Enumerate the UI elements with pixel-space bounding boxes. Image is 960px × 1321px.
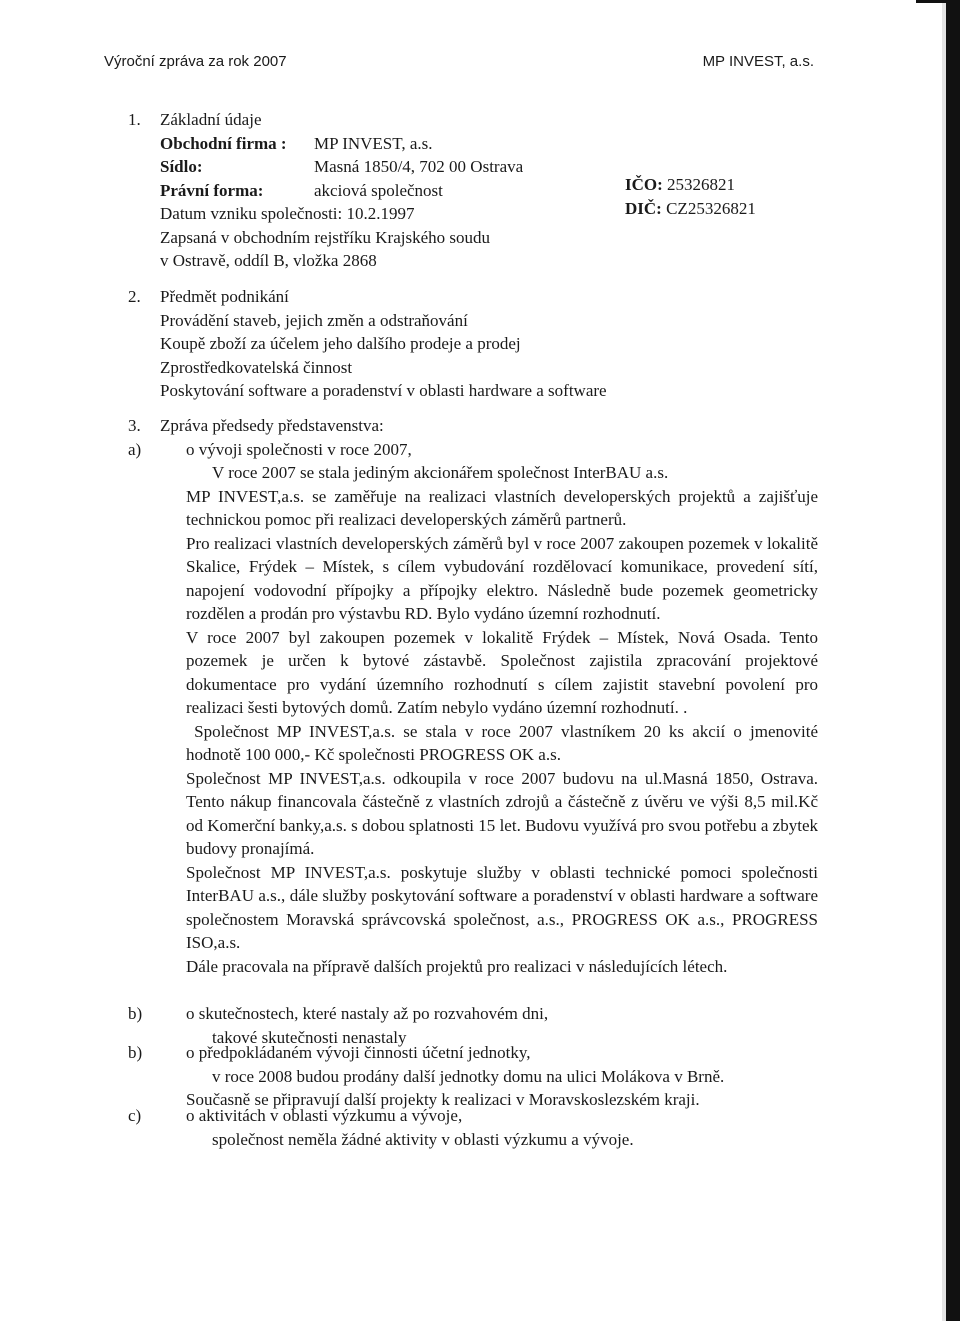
report-paragraph: Pro realizaci vlastních developerských záměrů byl v roce 2007 zakoupen pozemek v lokalitě Skalice, Frýdek – Místek, s cílem vybudování rozdělovací komunikace, provedení sítí, napojení vodovodní přípojky a přípojky elektro. Následně bude pozemek geometricky rozdělen a prodán pro výstavbu RD. Bylo vydáno územní rozhodnutí. bbox=[186, 533, 818, 623]
ico-label: IČO: bbox=[625, 175, 663, 194]
subsection-a-letter: a) bbox=[128, 439, 142, 459]
scan-edge bbox=[946, 0, 960, 1321]
section-business-scope bbox=[128, 285, 818, 403]
zapsana-line-2: v Ostravě, oddíl B, vložka 2868 bbox=[160, 251, 377, 270]
subsection-a bbox=[128, 438, 823, 979]
subsection-b2-body bbox=[128, 1041, 818, 1112]
firma-value: MP INVEST, a.s. bbox=[314, 133, 433, 153]
section-board-report bbox=[128, 414, 823, 978]
subsection-b2-text-1: v roce 2008 budou prodány další jednotky domu na ulici Molákova v Brně. bbox=[212, 1066, 725, 1086]
subsection-c-body bbox=[128, 1104, 818, 1151]
subsection-b2-title: o předpokládaném vývoji činnosti účetní jednotky, bbox=[186, 1043, 531, 1062]
dic-label: DIČ: bbox=[625, 198, 662, 218]
report-paragraph: V roce 2007 byl zakoupen pozemek v lokalitě Frýdek – Místek, Nová Osada. Tento pozemek je určen k bytové zástavbě. Společnost zajistila zpracování projektové dokumentace pro vydání územního rozhodnutí s cílem zajistit stavební povolení pro realizaci šesti bytových domů. Zatím nebylo vydáno územní rozhodnutí. . bbox=[186, 627, 818, 717]
scope-item: Koupě zboží za účelem jeho dalšího prodeje a prodej bbox=[160, 334, 521, 353]
section-2-number: 2. bbox=[128, 287, 141, 306]
subsection-c-title: o aktivitách v oblasti výzkumu a vývoje, bbox=[186, 1106, 463, 1125]
report-paragraph: Dále pracovala na přípravě dalších projektů pro realizaci v následujících létech. bbox=[186, 956, 728, 976]
sidlo-label: Sídlo: bbox=[160, 157, 203, 176]
subsection-c-text: společnost neměla žádné aktivity v oblasti výzkumu a vývoje. bbox=[212, 1129, 634, 1149]
section-1-number: 1. bbox=[128, 110, 141, 129]
subsection-b2-text-2: Současně se připravují další projekty k realizaci v Moravskoslezském kraji. bbox=[186, 1090, 700, 1109]
ico-line bbox=[625, 173, 756, 197]
scope-item: Poskytování software a poradenství v oblasti hardware a software bbox=[160, 381, 607, 400]
section-1-title: Základní údaje bbox=[160, 110, 262, 129]
subsection-b2-letter: b) bbox=[128, 1043, 143, 1062]
section-2-title: Předmět podnikání bbox=[160, 287, 289, 306]
subsection-c bbox=[128, 1104, 818, 1151]
subsection-b2 bbox=[128, 1041, 818, 1112]
subsection-b1-letter: b) bbox=[128, 1004, 143, 1023]
scan-mark bbox=[916, 0, 946, 3]
datum-vzniku: Datum vzniku společnosti: 10.2.1997 bbox=[160, 204, 415, 223]
report-paragraph: Společnost MP INVEST,a.s. se stala v roce 2007 vlastníkem 20 ks akcií o jmenovité hodnotě 100 000,- Kč společnosti PROGRESS OK a.s. bbox=[186, 721, 823, 764]
firma-label: Obchodní firma : bbox=[160, 133, 287, 153]
company-ids bbox=[625, 173, 756, 220]
scope-item: Zprostředkovatelská činnost bbox=[160, 357, 353, 377]
firma-row bbox=[160, 132, 818, 156]
header-company: MP INVEST, a.s. bbox=[702, 53, 814, 70]
scope-item: Provádění staveb, jejich změn a odstraňování bbox=[160, 310, 468, 330]
zapsana-line-1: Zapsaná v obchodním rejstříku Krajského soudu bbox=[160, 227, 491, 247]
report-paragraph: Společnost MP INVEST,a.s. poskytuje služby v oblasti technické pomoci společnosti InterBAU a.s., dále služby poskytování software a poradenství v oblasti hardware a software společnostem Moravská správcovská společnost, a.s., PROGRESS OK a.s., PROGRESS ISO,a.s. bbox=[186, 862, 818, 952]
page-header bbox=[104, 50, 814, 74]
dic-line bbox=[625, 197, 756, 221]
subsection-a-intro: V roce 2007 se stala jediným akcionářem společnost InterBAU a.s. bbox=[212, 463, 669, 482]
forma-value: akciová společnost bbox=[314, 180, 443, 200]
ico-value: 25326821 bbox=[667, 175, 736, 194]
subsection-b1-title: o skutečnostech, které nastaly až po rozvahovém dni, bbox=[186, 1004, 549, 1023]
sidlo-value: Masná 1850/4, 702 00 Ostrava bbox=[314, 157, 524, 176]
subsection-a-title: o vývoji společnosti v roce 2007, bbox=[186, 439, 412, 459]
subsection-c-letter: c) bbox=[128, 1106, 142, 1125]
report-paragraph: MP INVEST,a.s. se zaměřuje na realizaci vlastních developerských projektů a zajišťuje technickou pomoc při realizaci developerských záměrů partnerů. bbox=[186, 486, 818, 529]
subsection-b1-text: takové skutečnosti nenastaly bbox=[212, 1027, 407, 1047]
report-paragraph: Společnost MP INVEST,a.s. odkoupila v roce 2007 budovu na ul.Masná 1850, Ostrava. Tento nákup financovala částečně z vlastních zdrojů a částečně z úvěru ve výši 8,5 mil.Kč od Komerční banky,a.s. s dobou splatnosti 15 let. Budovu využívá pro svou potřebu a zbytek budovy pronajímá. bbox=[186, 768, 818, 858]
dic-value: CZ25326821 bbox=[666, 198, 756, 218]
forma-label: Právní forma: bbox=[160, 180, 264, 200]
header-report-title: Výroční zpráva za rok 2007 bbox=[104, 53, 287, 70]
section-3-number: 3. bbox=[128, 416, 141, 435]
section-3-title: Zpráva předsedy představenstva: bbox=[160, 416, 384, 435]
